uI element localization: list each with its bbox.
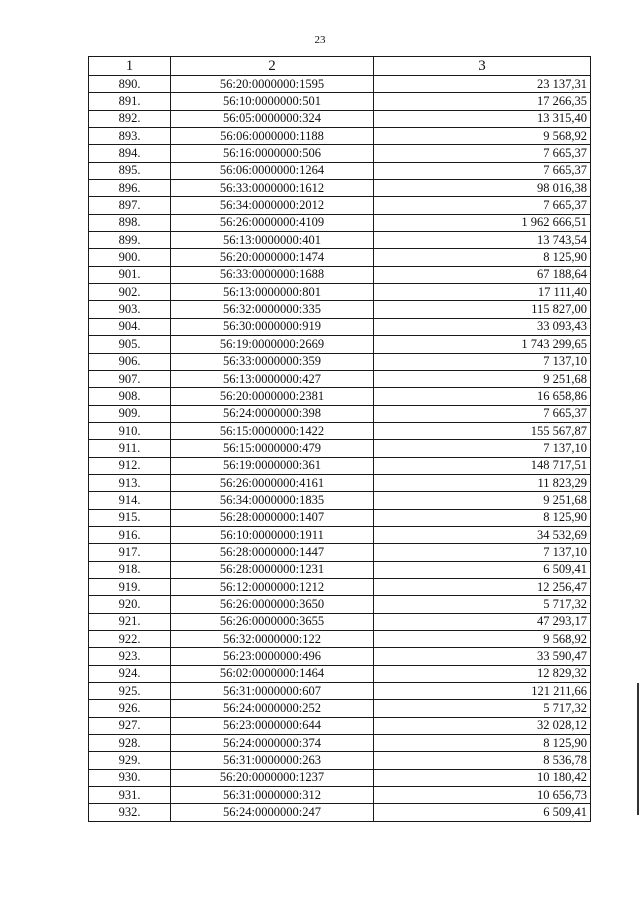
row-number-cell: 919.	[89, 578, 171, 595]
table-row	[89, 700, 591, 717]
cadastral-value-cell: 9 568,92	[374, 631, 591, 648]
column-header-number: 1	[89, 57, 171, 76]
table-row	[89, 492, 591, 509]
table-row	[89, 787, 591, 804]
row-number-cell: 897.	[89, 197, 171, 214]
cadastral-number-cell: 56:02:0000000:1464	[171, 665, 374, 682]
row-number-cell: 930.	[89, 769, 171, 786]
row-number-cell: 911.	[89, 440, 171, 457]
cadastral-number-cell: 56:24:0000000:252	[171, 700, 374, 717]
cadastral-value-cell: 7 137,10	[374, 440, 591, 457]
cadastral-value-cell: 6 509,41	[374, 804, 591, 821]
cadastral-value-table	[88, 56, 591, 822]
cadastral-number-cell: 56:24:0000000:247	[171, 804, 374, 821]
table-row	[89, 353, 591, 370]
table-row	[89, 526, 591, 543]
table-row	[89, 804, 591, 821]
table-row	[89, 162, 591, 179]
cadastral-value-cell: 9 568,92	[374, 128, 591, 145]
cadastral-value-cell: 1 743 299,65	[374, 336, 591, 353]
cadastral-number-cell: 56:30:0000000:919	[171, 318, 374, 335]
cadastral-number-cell: 56:33:0000000:359	[171, 353, 374, 370]
table-row	[89, 128, 591, 145]
cadastral-value-cell: 33 093,43	[374, 318, 591, 335]
row-number-cell: 932.	[89, 804, 171, 821]
row-number-cell: 893.	[89, 128, 171, 145]
table-row	[89, 214, 591, 231]
row-number-cell: 929.	[89, 752, 171, 769]
cadastral-value-cell: 23 137,31	[374, 76, 591, 93]
row-number-cell: 922.	[89, 631, 171, 648]
row-number-cell: 892.	[89, 110, 171, 127]
cadastral-value-cell: 13 315,40	[374, 110, 591, 127]
cadastral-number-cell: 56:23:0000000:644	[171, 717, 374, 734]
cadastral-value-cell: 1 962 666,51	[374, 214, 591, 231]
cadastral-value-cell: 17 266,35	[374, 93, 591, 110]
cadastral-value-cell: 7 665,37	[374, 162, 591, 179]
cadastral-number-cell: 56:24:0000000:374	[171, 735, 374, 752]
cadastral-value-cell: 33 590,47	[374, 648, 591, 665]
table-row	[89, 735, 591, 752]
row-number-cell: 912.	[89, 457, 171, 474]
row-number-cell: 900.	[89, 249, 171, 266]
cadastral-value-cell: 155 567,87	[374, 422, 591, 439]
cadastral-number-cell: 56:19:0000000:2669	[171, 336, 374, 353]
cadastral-number-cell: 56:26:0000000:4109	[171, 214, 374, 231]
table-row	[89, 752, 591, 769]
row-number-cell: 902.	[89, 284, 171, 301]
cadastral-value-cell: 6 509,41	[374, 561, 591, 578]
table-row	[89, 301, 591, 318]
table-row	[89, 440, 591, 457]
row-number-cell: 903.	[89, 301, 171, 318]
row-number-cell: 898.	[89, 214, 171, 231]
cadastral-number-cell: 56:32:0000000:335	[171, 301, 374, 318]
cadastral-number-cell: 56:26:0000000:3655	[171, 613, 374, 630]
table-row	[89, 561, 591, 578]
row-number-cell: 890.	[89, 76, 171, 93]
table-row	[89, 145, 591, 162]
cadastral-number-cell: 56:28:0000000:1407	[171, 509, 374, 526]
row-number-cell: 927.	[89, 717, 171, 734]
row-number-cell: 895.	[89, 162, 171, 179]
cadastral-number-cell: 56:31:0000000:263	[171, 752, 374, 769]
row-number-cell: 904.	[89, 318, 171, 335]
cadastral-number-cell: 56:20:0000000:2381	[171, 388, 374, 405]
table-row	[89, 336, 591, 353]
table-row	[89, 197, 591, 214]
cadastral-number-cell: 56:12:0000000:1212	[171, 578, 374, 595]
scan-margin-line	[637, 683, 639, 815]
cadastral-number-cell: 56:28:0000000:1231	[171, 561, 374, 578]
cadastral-value-cell: 5 717,32	[374, 700, 591, 717]
cadastral-value-cell: 17 111,40	[374, 284, 591, 301]
column-header-value: 3	[374, 57, 591, 76]
cadastral-value-cell: 8 125,90	[374, 509, 591, 526]
row-number-cell: 891.	[89, 93, 171, 110]
table-header	[89, 57, 591, 76]
row-number-cell: 913.	[89, 474, 171, 491]
column-header-cadastral: 2	[171, 57, 374, 76]
table-row	[89, 544, 591, 561]
cadastral-value-cell: 16 658,86	[374, 388, 591, 405]
table-row	[89, 769, 591, 786]
table-row	[89, 110, 591, 127]
cadastral-number-cell: 56:33:0000000:1688	[171, 266, 374, 283]
row-number-cell: 914.	[89, 492, 171, 509]
table-row	[89, 665, 591, 682]
table-row	[89, 266, 591, 283]
row-number-cell: 920.	[89, 596, 171, 613]
cadastral-value-cell: 7 665,37	[374, 145, 591, 162]
row-number-cell: 917.	[89, 544, 171, 561]
cadastral-value-cell: 7 665,37	[374, 405, 591, 422]
cadastral-number-cell: 56:34:0000000:2012	[171, 197, 374, 214]
table-row	[89, 596, 591, 613]
cadastral-value-cell: 32 028,12	[374, 717, 591, 734]
cadastral-number-cell: 56:28:0000000:1447	[171, 544, 374, 561]
cadastral-number-cell: 56:20:0000000:1474	[171, 249, 374, 266]
table-row	[89, 405, 591, 422]
table-row	[89, 717, 591, 734]
cadastral-number-cell: 56:15:0000000:479	[171, 440, 374, 457]
cadastral-number-cell: 56:31:0000000:607	[171, 683, 374, 700]
cadastral-number-cell: 56:20:0000000:1237	[171, 769, 374, 786]
table-row	[89, 318, 591, 335]
table-row	[89, 232, 591, 249]
table-row	[89, 683, 591, 700]
cadastral-value-cell: 34 532,69	[374, 526, 591, 543]
cadastral-value-cell: 12 256,47	[374, 578, 591, 595]
cadastral-number-cell: 56:13:0000000:401	[171, 232, 374, 249]
table-row	[89, 388, 591, 405]
cadastral-number-cell: 56:13:0000000:801	[171, 284, 374, 301]
cadastral-value-cell: 115 827,00	[374, 301, 591, 318]
table-body	[89, 76, 591, 822]
cadastral-number-cell: 56:10:0000000:1911	[171, 526, 374, 543]
cadastral-number-cell: 56:24:0000000:398	[171, 405, 374, 422]
cadastral-value-cell: 8 125,90	[374, 735, 591, 752]
cadastral-number-cell: 56:19:0000000:361	[171, 457, 374, 474]
row-number-cell: 899.	[89, 232, 171, 249]
cadastral-value-cell: 8 125,90	[374, 249, 591, 266]
cadastral-value-cell: 9 251,68	[374, 370, 591, 387]
table-row	[89, 613, 591, 630]
row-number-cell: 909.	[89, 405, 171, 422]
cadastral-number-cell: 56:15:0000000:1422	[171, 422, 374, 439]
cadastral-value-cell: 12 829,32	[374, 665, 591, 682]
table-row	[89, 578, 591, 595]
table-row	[89, 422, 591, 439]
cadastral-value-cell: 148 717,51	[374, 457, 591, 474]
row-number-cell: 908.	[89, 388, 171, 405]
cadastral-value-cell: 47 293,17	[374, 613, 591, 630]
row-number-cell: 916.	[89, 526, 171, 543]
cadastral-value-cell: 11 823,29	[374, 474, 591, 491]
cadastral-number-cell: 56:06:0000000:1264	[171, 162, 374, 179]
row-number-cell: 928.	[89, 735, 171, 752]
cadastral-number-cell: 56:05:0000000:324	[171, 110, 374, 127]
header-row	[89, 57, 591, 76]
cadastral-value-cell: 98 016,38	[374, 180, 591, 197]
row-number-cell: 906.	[89, 353, 171, 370]
table-row	[89, 249, 591, 266]
cadastral-value-cell: 10 656,73	[374, 787, 591, 804]
cadastral-value-cell: 121 211,66	[374, 683, 591, 700]
row-number-cell: 894.	[89, 145, 171, 162]
cadastral-number-cell: 56:13:0000000:427	[171, 370, 374, 387]
cadastral-value-cell: 8 536,78	[374, 752, 591, 769]
table-row	[89, 76, 591, 93]
cadastral-value-cell: 10 180,42	[374, 769, 591, 786]
cadastral-number-cell: 56:26:0000000:3650	[171, 596, 374, 613]
cadastral-number-cell: 56:32:0000000:122	[171, 631, 374, 648]
table-row	[89, 93, 591, 110]
row-number-cell: 924.	[89, 665, 171, 682]
table-row	[89, 474, 591, 491]
cadastral-number-cell: 56:16:0000000:506	[171, 145, 374, 162]
row-number-cell: 923.	[89, 648, 171, 665]
cadastral-value-cell: 5 717,32	[374, 596, 591, 613]
cadastral-value-cell: 9 251,68	[374, 492, 591, 509]
cadastral-value-cell: 67 188,64	[374, 266, 591, 283]
row-number-cell: 921.	[89, 613, 171, 630]
row-number-cell: 931.	[89, 787, 171, 804]
cadastral-number-cell: 56:23:0000000:496	[171, 648, 374, 665]
row-number-cell: 907.	[89, 370, 171, 387]
row-number-cell: 918.	[89, 561, 171, 578]
row-number-cell: 901.	[89, 266, 171, 283]
cadastral-number-cell: 56:33:0000000:1612	[171, 180, 374, 197]
cadastral-value-cell: 13 743,54	[374, 232, 591, 249]
page-number: 23	[314, 34, 326, 46]
row-number-cell: 926.	[89, 700, 171, 717]
cadastral-number-cell: 56:34:0000000:1835	[171, 492, 374, 509]
cadastral-value-cell: 7 665,37	[374, 197, 591, 214]
cadastral-number-cell: 56:31:0000000:312	[171, 787, 374, 804]
table-row	[89, 370, 591, 387]
cadastral-value-cell: 7 137,10	[374, 353, 591, 370]
cadastral-number-cell: 56:06:0000000:1188	[171, 128, 374, 145]
table-row	[89, 509, 591, 526]
row-number-cell: 915.	[89, 509, 171, 526]
cadastral-number-cell: 56:10:0000000:501	[171, 93, 374, 110]
row-number-cell: 896.	[89, 180, 171, 197]
table-row	[89, 457, 591, 474]
table-row	[89, 180, 591, 197]
table-row	[89, 631, 591, 648]
row-number-cell: 905.	[89, 336, 171, 353]
table-row	[89, 648, 591, 665]
table-row	[89, 284, 591, 301]
cadastral-number-cell: 56:26:0000000:4161	[171, 474, 374, 491]
cadastral-number-cell: 56:20:0000000:1595	[171, 76, 374, 93]
row-number-cell: 925.	[89, 683, 171, 700]
cadastral-value-cell: 7 137,10	[374, 544, 591, 561]
row-number-cell: 910.	[89, 422, 171, 439]
